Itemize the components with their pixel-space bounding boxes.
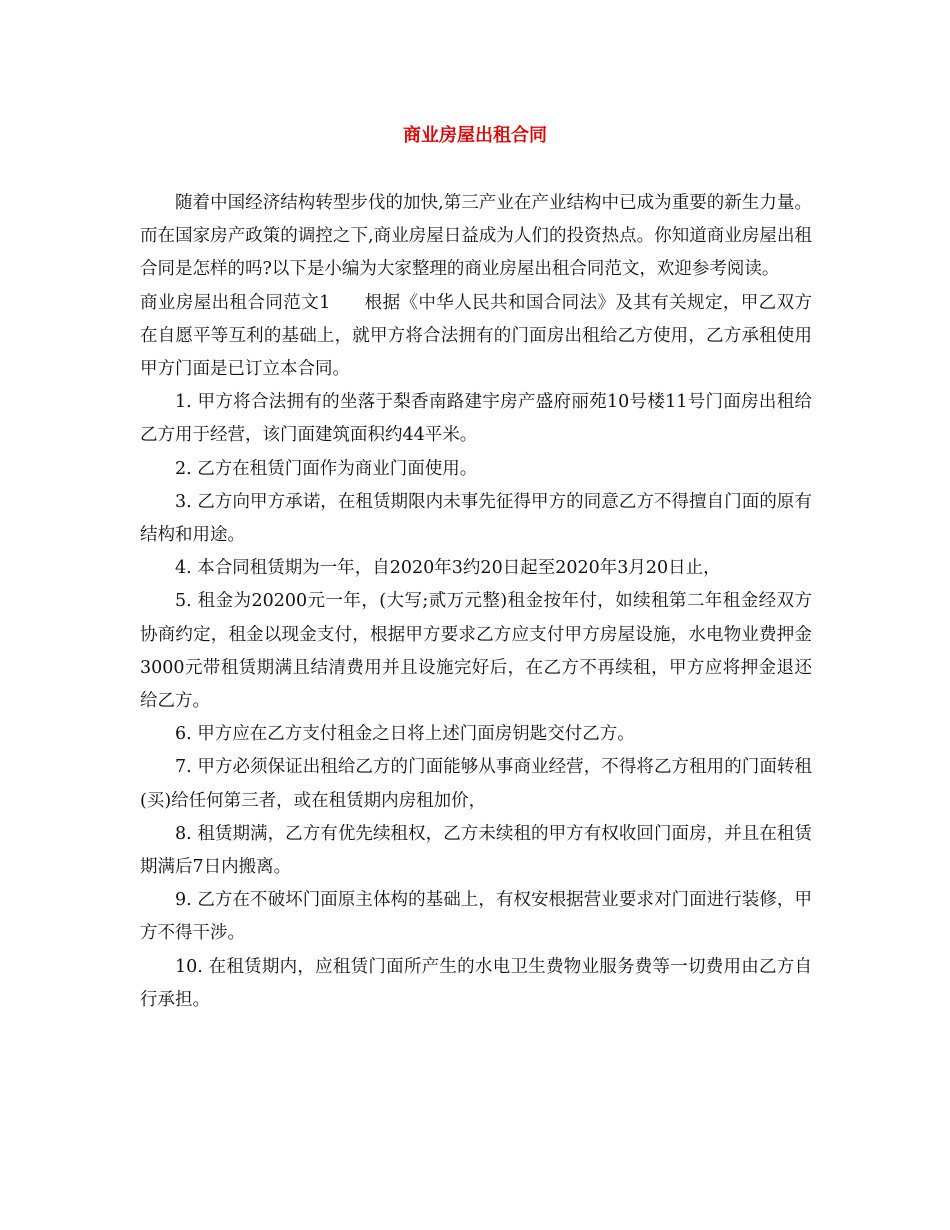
preamble-text: 根据《中华人民共和国合同法》及其有关规定，甲乙双方在自愿平等互利的基础上，就甲方将合法拥有的门面房出租给乙方使用，乙方承租使用甲方门面是已订立本合同。 bbox=[140, 292, 813, 380]
clause-paragraph: 8. 租赁期满，乙方有优先续租权，乙方未续租的甲方有权收回门面房，并且在租赁期满后7日内搬离。 bbox=[140, 823, 812, 878]
document-body bbox=[140, 187, 812, 1017]
clause-paragraph: 9. 乙方在不破坏门面原主体构的基础上，有权安根据营业要求对门面进行装修，甲方不得干涉。 bbox=[140, 890, 812, 944]
intro-paragraph: 随着中国经济结构转型步伐的加快,第三产业在产业结构中已成为重要的新生力量。而在国家房产政策的调控之下,商业房屋日益成为人们的投资热点。你知道商业房屋出租合同是怎样的吗?以下是小编为大家整理的商业房屋出租合同范文，欢迎参考阅读。 bbox=[140, 193, 812, 280]
clause-paragraph: 3. 乙方向甲方承诺，在租赁期限内未事先征得甲方的同意乙方不得擅自门面的原有结构和用途。 bbox=[140, 491, 812, 546]
clause-paragraph: 4. 本合同租赁期为一年，自2020年3约20日起至2020年3月20日止， bbox=[175, 558, 721, 579]
clause-paragraph: 1. 甲方将合法拥有的坐落于梨香南路建宇房产盛府丽苑10号楼11号门面房出租给乙方用于经营，该门面建筑面积约44平米。 bbox=[140, 392, 812, 446]
clause-paragraph: 7. 甲方必须保证出租给乙方的门面能够从事商业经营，不得将乙方租用的门面转租(买)给任何第三者，或在租赁期内房租加价， bbox=[140, 757, 812, 811]
clause-paragraph: 6. 甲方应在乙方支付租金之日将上述门面房钥匙交付乙方。 bbox=[175, 724, 635, 745]
clause-paragraph: 2. 乙方在租赁门面作为商业门面使用。 bbox=[175, 458, 478, 479]
document-title: 商业房屋出租合同 bbox=[403, 125, 547, 146]
sample-heading: 商业房屋出租合同范文1 bbox=[140, 292, 331, 313]
clause-paragraph: 5. 租金为20200元一年，(大写;贰万元整)租金按年付，如续租第二年租金经双方协商约定，租金以现金支付，根据甲方要求乙方应支付甲方房屋设施，水电物业费押金3000元带租赁期满且结清费用并且设施完好后，在乙方不再续租，甲方应将押金退还给乙方。 bbox=[140, 591, 812, 712]
sample-paragraph bbox=[140, 287, 812, 387]
clause-paragraph: 10. 在租赁期内，应租赁门面所产生的水电卫生费物业服务费等一切费用由乙方自行承担。 bbox=[140, 956, 812, 1010]
